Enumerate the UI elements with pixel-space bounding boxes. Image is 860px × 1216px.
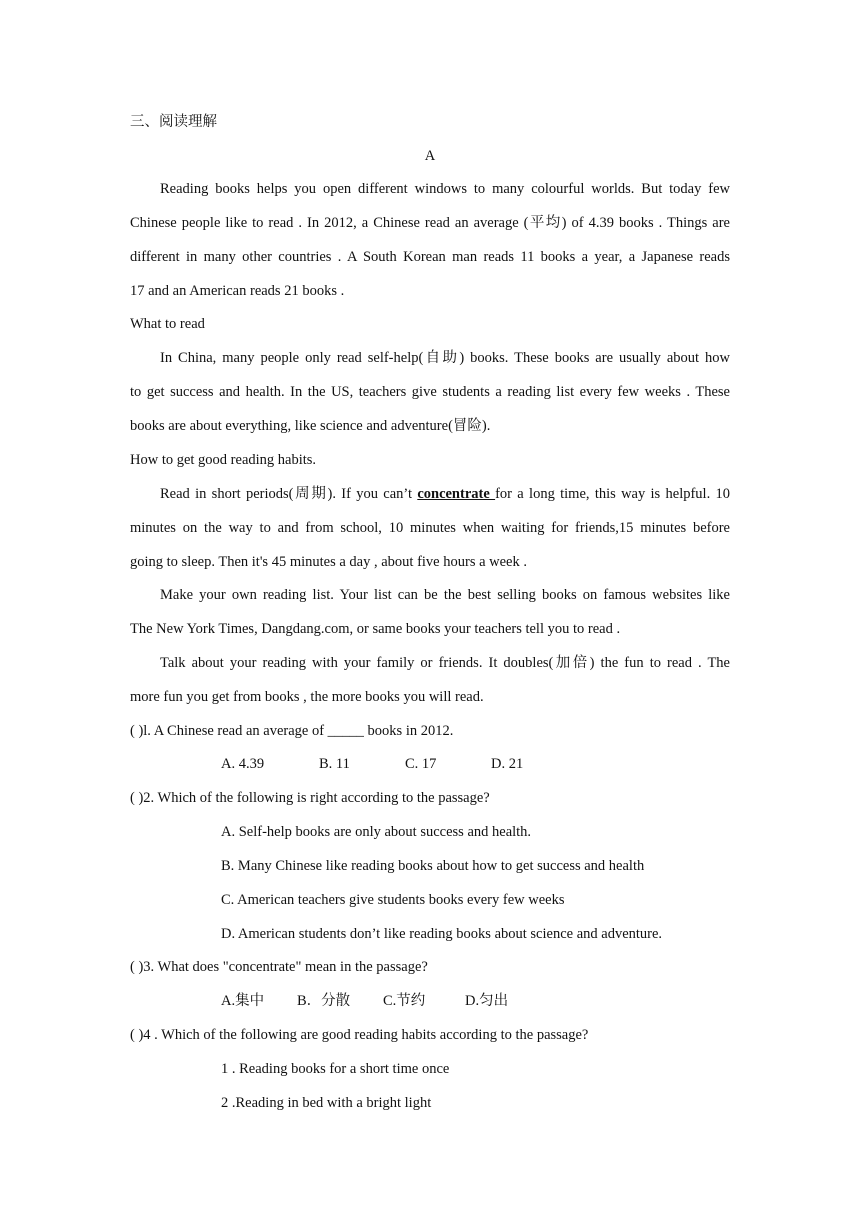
keyword-concentrate: concentrate — [417, 486, 496, 502]
question-2-option-b: B. Many Chinese like reading books about how to get success and health — [221, 858, 645, 874]
paragraph-3-text-before: Read in short periods(周期). If you can’t — [160, 486, 418, 502]
paragraph-1-line-3: different in many other countries . A South Korean man reads 11 books a year, a Japanese reads — [130, 249, 730, 265]
question-2-stem: ( )2. Which of the following is right according to the passage? — [130, 790, 490, 806]
question-3-option-b: B．分散 — [297, 993, 351, 1009]
question-4-item-1: 1 . Reading books for a short time once — [221, 1061, 450, 1077]
question-4-item-2: 2 .Reading in bed with a bright light — [221, 1095, 432, 1111]
question-2-option-d: D. American students don’t like reading books about science and adventure. — [221, 926, 663, 942]
paragraph-5-line-2: more fun you get from books , the more books you will read. — [130, 689, 484, 705]
paragraph-1-line-1: Reading books helps you open different windows to many colourful worlds. But today few — [160, 181, 730, 197]
question-2-option-a: A. Self-help books are only about success and health. — [221, 824, 532, 840]
paragraph-3-line-2: minutes on the way to and from school, 10 minutes when waiting for friends,15 minutes before — [130, 520, 730, 536]
paragraph-2-line-2: to get success and health. In the US, teachers give students a reading list every few weeks . These — [130, 384, 730, 400]
question-1-stem: ( )l. A Chinese read an average of _____ books in 2012. — [130, 723, 454, 739]
question-1-option-c: C. 17 — [405, 756, 437, 772]
paragraph-3-line-1 — [160, 485, 730, 503]
subheading-what-to-read: What to read — [130, 316, 205, 332]
passage-label: A — [424, 148, 436, 164]
paragraph-1-line-2: Chinese people like to read . In 2012, a Chinese read an average (平均) of 4.39 books . Things are — [130, 215, 730, 231]
section-heading: 三、阅读理解 — [130, 114, 217, 130]
question-3-option-a: A.集中 — [221, 993, 265, 1009]
paragraph-4-line-1: Make your own reading list. Your list can be the best selling books on famous websites like — [160, 587, 730, 603]
paragraph-1-line-4: 17 and an American reads 21 books . — [130, 283, 345, 299]
question-4-stem: ( )4 . Which of the following are good reading habits according to the passage? — [130, 1027, 589, 1043]
subheading-reading-habits: How to get good reading habits. — [130, 452, 317, 468]
question-1-option-d: D. 21 — [491, 756, 524, 772]
question-1-option-b: B. 11 — [319, 756, 350, 772]
question-3-stem: ( )3. What does "concentrate" mean in the passage? — [130, 959, 428, 975]
question-1-option-a: A. 4.39 — [221, 756, 265, 772]
paragraph-3-line-3: going to sleep. Then it's 45 minutes a day , about five hours a week . — [130, 554, 527, 570]
question-3-option-d: D.匀出 — [465, 993, 509, 1009]
paragraph-2-line-3: books are about everything, like science and adventure(冒险). — [130, 418, 491, 434]
paragraph-3-text-after: for a long time, this way is helpful. 10 — [495, 486, 731, 502]
paragraph-2-line-1: In China, many people only read self-help(自助) books. These books are usually about how — [160, 350, 730, 366]
question-3-option-c: C.节约 — [383, 993, 426, 1009]
question-2-option-c: C. American teachers give students books every few weeks — [221, 892, 565, 908]
paragraph-5-line-1: Talk about your reading with your family or friends. It doubles(加倍) the fun to read . The — [160, 655, 730, 671]
paragraph-4-line-2: The New York Times, Dangdang.com, or same books your teachers tell you to read . — [130, 621, 621, 637]
